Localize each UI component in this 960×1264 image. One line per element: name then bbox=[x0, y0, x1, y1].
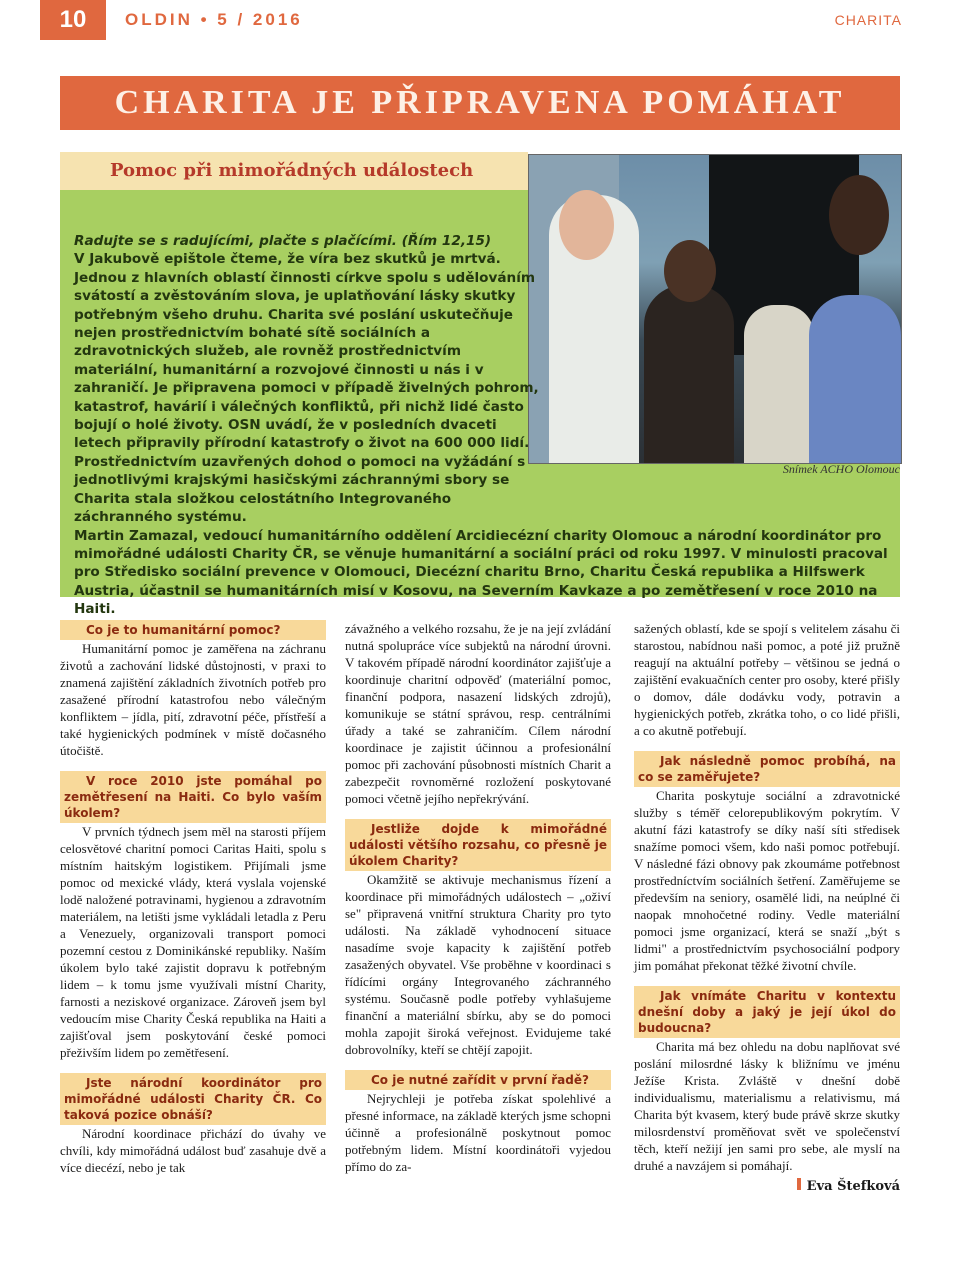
author-name: Eva Štefková bbox=[806, 1179, 900, 1194]
answer: Národní koordinace přichází do úvahy ve chvíli, kdy mimořádná událost buď zasahuje dvě a více diecézí, nebo je tak bbox=[60, 1126, 326, 1175]
page-number: 10 bbox=[40, 0, 106, 40]
answer: závažného a velkého rozsahu, že je na její zvládání nutná spolupráce více subjektů na národní úrovni. V takovém případě národní koordinátor zajišťuje a koordinuje charitní odpověď (materiální pomoc, finanční podpora, nasazení lidských zdrojů), komunikuje se státní správou, resp. centrálními úřady a také se zahraničím. Cílem národní koordinace je zajistit účinnou a profesionální pomoc při zachování působnosti místních Charit a zabezpečit rovnoměrné rozložení poskytované pomoci včetně jejího nepřekrývání. bbox=[345, 621, 611, 806]
question: Co je to humanitární pomoc? bbox=[60, 620, 326, 640]
intro-paragraph: V Jakubově epištole čteme, že víra bez skutků je mrtvá. Jednou z hlavních oblastí činnosti církve spolu s udělováním svátostí a zvěstováním slova, je uplatňování lásky skutky potřebným všeho druhu. Charita své poslání uskutečňuje nejen prostřednictvím bohaté sítě sociálních a zdravotnických služeb, ale rovněž prostřednictvím materiální, humanitární a rozvojové činnosti u nás i v zahraničí. Je připravena pomoci v případě živelných pohrom, katastrof, havárií i válečných konfliktů, při nichž lidé často bojují o holé životy. OSN uvádí, že v posledních dvaceti letech připravily přírodní katastrofy o život na 600 000 lidí. Prostřednictvím uzavřených dohod o pomoci na vyžádání s jednotlivými krajskými hasičskými záchrannými sbory se Charita stala složkou celostátního Integrovaného záchranného systému. bbox=[74, 251, 539, 526]
issue-label: OLDIN • 5 / 2016 bbox=[125, 10, 303, 29]
intro-quote: Radujte se s radujícími, plačte s plačícími. (Řím 12,15) bbox=[74, 233, 492, 249]
question: V roce 2010 jste pomáhal po zemětřesení na Haiti. Co bylo vaším úkolem? bbox=[60, 771, 326, 823]
column-2 bbox=[345, 620, 611, 1175]
answer: sažených oblastí, kde se spojí s velitelem zásahu či starostou, nabídnou naši pomoc, a poté již pružně reagují na aktuální potřeby – většinou se jedná o zajištění evakuačních center pro osoby, které přišly o domov, dále dodávku vody, potravin a hygienických potřeb, zkrátka toho, o co lidé přišli, a co akutně potřebují. bbox=[634, 621, 900, 738]
answer: Charita má bez ohledu na dobu naplňovat své poslání milosrdné lásky k bližnímu ve jménu Ježíše Krista. Zvláště v dnešní době individualismu, materialismu a relativismu, má Charita být kvasem, který bude právě skrze skutky milosrdenství proměňovat svět ve společenství těch, kteří nežijí jen sami pro sebe, ale myslí na druhé a navzájem si pomáhají. bbox=[634, 1039, 900, 1173]
author-signature bbox=[634, 1178, 900, 1195]
title-banner bbox=[60, 76, 900, 130]
article-subtitle: Pomoc při mimořádných událostech bbox=[60, 152, 528, 190]
page-header bbox=[0, 0, 960, 40]
article-title: CHARITA JE PŘIPRAVENA POMÁHAT bbox=[114, 84, 846, 121]
answer: V prvních týdnech jsem měl na starosti příjem celosvětové charitní pomoci Caritas Haiti, spolu s místním haitským logistikem. Přijímali jsme pomoc od mexické vlády, která vyslala vojenské lodě naložené potravinami, hygienou a zdravotním materiálem, na letišti jsme vykládali letadla z Peru a Venezuely, organizovali transport pomoci pozemní cestou z Dominikánské republiky. Naším úkolem bylo také zajistit dopravu k potřebným lidem – k tomu jsme využívali místní Charity, farnosti a neziskové organizace. Zároveň jsem byl vedoucím mise Charity Česká republika na Haiti a zajišťoval jsem poskytování české pomoci přeživším lidem po zemětřesení. bbox=[60, 824, 326, 1060]
intro-bio: Martin Zamazal, vedoucí humanitárního oddělení Arcidiecézní charity Olomouc a národní koordinátor pro mimořádné události Charity ČR, se věnuje humanitární a sociální práci od roku 1997. V minulosti pracoval pro Středisko sociální prevence v Olomouci, Diecézní charitu Brno, Charitu Česká republika a Hilfswerk Austria, účastnil se humanitárních misí v Kosovu, na Severním Kavkaze a po zemětřesení v roce 2010 na Haiti. bbox=[74, 527, 888, 618]
section-label: CHARITA bbox=[834, 12, 902, 28]
column-3 bbox=[634, 620, 900, 1195]
intro-text bbox=[74, 232, 889, 619]
question: Co je nutné zařídit v první řadě? bbox=[345, 1070, 611, 1090]
answer: Humanitární pomoc je zaměřena na záchranu životů a zachování lidské důstojnosti, v praxi to znamená zajištění základních životních potřeb pro zasažené přírodní katastrofou nebo válečným konfliktem – jídla, pití, zdravotní péče, přístřeší a také hygienických podmínek v místě dočasného útočiště. bbox=[60, 641, 326, 758]
question: Jste národní koordinátor pro mimořádné události Charity ČR. Co taková pozice obnáší? bbox=[60, 1073, 326, 1125]
question: Jak následně pomoc probíhá, na co se zaměřujete? bbox=[634, 751, 900, 787]
question: Jak vnímáte Charitu v kontextu dnešní doby a jaký je její úkol do budoucna? bbox=[634, 986, 900, 1038]
answer: Okamžitě se aktivuje mechanismus řízení a koordinace při mimořádných událostech – „oživí se" připravená vnitřní struktura Charity pro tyto události. Na základě vyhodnocení situace nasadíme svoje kapacity k zajištění potřeb zasažených obyvatel. Vše proběhne v koordinaci s řídícími orgány Integrovaného záchranného systému. Současně podle potřeby vyhlašujeme finanční a materiální sbírku, aby se do pomoci mohla zapojit široká veřejnost. Evidujeme také dobrovolníky, kteří se chtějí zapojit. bbox=[345, 872, 611, 1057]
photo-caption: Snímek ACHO Olomouc bbox=[782, 462, 900, 476]
column-1 bbox=[60, 620, 326, 1176]
question: Jestliže dojde k mimořádné události většího rozsahu, co přesně je úkolem Charity? bbox=[345, 819, 611, 871]
answer: Charita poskytuje sociální a zdravotnické služby s téměř celorepublikovým pokrytím. V akutní fázi katastrofy se díky naší síti středisek snažíme pomoci všem, kdo naši pomoc potřebují. V následné fázi obnovy pak zkoumáme potřebnost prostředníctvím sociálních šetření. Zaměřujeme se především na seniory, osamělé lidi, na neúplné či naopak mnohočetné rodiny. Vedle materiální pomoci jsme organizací, která se snaží „být s lidmi" a prostřednictvím psychosociální podpory jim pomáhat překonat těžké životní chvíle. bbox=[634, 788, 900, 973]
answer: Nejrychleji je potřeba získat spolehlivé a přesné informace, na základě kterých jsme schopni účinně a profesionálně poskytnout pomoc potřebným lidem. Místní koordinátoři vyjedou přímo do za- bbox=[345, 1091, 611, 1174]
